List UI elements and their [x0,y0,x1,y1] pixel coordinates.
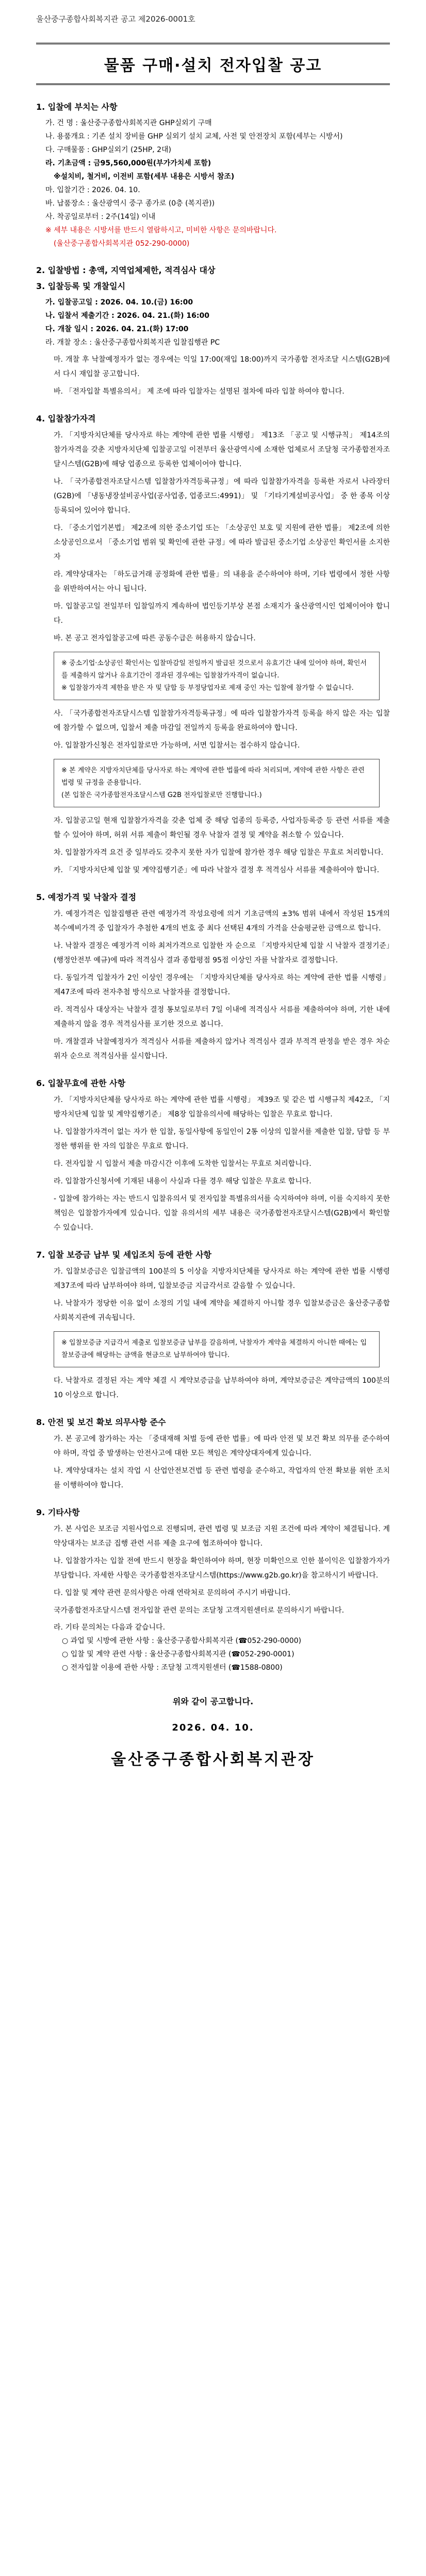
section-7 [36,1248,390,1402]
page-title: 물품 구매·설치 전자입찰 공고 [104,57,322,75]
s7-para: 가. 입찰보증금은 입찰금액의 100분의 5 이상을 지방자치단체를 당사자로 하는 계약에 관한 법률 시행령 제37조에 따라 납부하여야 하며, 입찰보증금 지급각서로 갈음할 수 있습니다. [54,1267,390,1290]
note-line: ※ 중소기업·소상공인 확인서는 입찰마감일 전일까지 발급된 것으로서 유효기간 내에 있어야 하며, 확인서를 제출하지 않거나 유효기간이 경과된 경우에는 입찰참가자격이 없습니다. [61,659,367,680]
s4-note-box [54,759,380,807]
s1-item: 바. 납품장소 : 울산광역시 중구 종가로 (0층 (복지관)) [45,199,215,208]
s1-item: 마. 입찰기간 : 2026. 04. 10. [45,186,140,194]
s8-para: 나. 계약상대자는 설치 작업 시 산업안전보건법 등 관련 법령을 준수하고, 작업자의 안전 확보를 위한 조치를 이행하여야 합니다. [54,1467,390,1489]
section-heading: 5. 예정가격 및 낙찰자 결정 [36,892,137,902]
s5-para: 가. 예정가격은 입찰집행관 관련 예정가격 작성요령에 의거 기초금액의 ±3% 범위 내에서 작성된 15개의 복수예비가격 중 입찰자가 추첨한 4개의 번호 중 최다 선택된 4개의 가격을 산술평균한 금액으로 합니다. [54,910,390,933]
contact-line: ○ 과업 및 시방에 관한 사항 : 울산중구종합사회복지관 (☎052-290-0000) [62,1637,302,1645]
s2-item: 바. 「전자입찰 특별유의서」 제 조에 따라 입찰자는 설명된 절차에 따라 입찰 하여야 합니다. [54,387,345,396]
s4-para: 카. 「지방자치단체 입찰 및 계약집행기준」에 따라 낙찰자 결정 후 적격심사 서류를 제출하여야 합니다. [54,866,380,874]
title-box [36,43,390,85]
s1-item: 라. 기초금액 : 금95,560,000원(부가가치세 포함) [45,159,211,167]
section-9 [36,1506,390,1674]
note-line: (본 입찰은 국가종합전자조달시스템 G2B 전자입찰로만 진행합니다.) [61,791,262,799]
note-line: ※ 입찰보증금 지급각서 제출로 입찰보증금 납부를 갈음하며, 낙찰자가 계약을 체결하지 아니한 때에는 입찰보증금에 해당하는 금액을 현금으로 납부하여야 합니다. [61,1339,367,1359]
section-heading: 1. 입찰에 부치는 사항 [36,102,118,112]
s4-para: 다. 「중소기업기본법」 제2조에 의한 중소기업 또는 「소상공인 보호 및 지원에 관한 법률」 제2조에 의한 소상공인으로서 「중소기업 범위 및 확인에 관한 규정」에 따라 발급된 중소기업 소상공인 확인서를 소지한 자 [54,524,390,561]
s7-para: 나. 낙찰자가 정당한 이유 없이 소정의 기일 내에 계약을 체결하지 아니할 경우 입찰보증금은 울산중구종합사회복지관에 귀속됩니다. [54,1299,390,1322]
s9-note: 국가종합전자조달시스템 전자입찰 관련 문의는 조달청 고객지원센터로 문의하시기 바랍니다. [54,1606,345,1615]
s6-para: 라. 입찰참가신청서에 기재된 내용이 사실과 다를 경우 해당 입찰은 무효로 합니다. [54,1177,312,1185]
s4-para: 바. 본 공고 전자입찰공고에 따른 공동수급은 허용하지 않습니다. [54,634,256,642]
s4-para: 자. 입찰공고일 현재 입찰참가자격을 갖춘 업체 중 해당 업종의 등록증, 사업자등록증 등 관련 서류를 제출할 수 있어야 하며, 허위 서류 제출이 확인될 경우 낙찰자 결정 및 계약을 취소할 수 있습니다. [54,817,390,839]
s5-para: 다. 동일가격 입찰자가 2인 이상인 경우에는 「지방자치단체를 당사자로 하는 계약에 관한 법률 시행령」 제47조에 따라 전자추첨 방식으로 낙찰자를 결정합니다. [54,974,390,996]
section-heading: 4. 입찰참가자격 [36,414,96,423]
section-heading: 9. 기타사항 [36,1507,80,1517]
section-1 [36,100,390,250]
section-5 [36,891,390,1063]
section-heading: 7. 입찰 보증금 납부 및 세입조치 등에 관한 사항 [36,1250,211,1260]
s1-item: 사. 착공일로부터 : 2주(14일) 이내 [45,213,156,221]
s1-item: 다. 구매물품 : GHP실외기 (25HP, 2대) [45,146,172,154]
s2-item: 가. 입찰공고일 : 2026. 04. 10.(금) 16:00 [45,298,193,307]
s4-para: 마. 입찰공고일 전일부터 입찰일까지 계속하여 법인등기부상 본점 소재지가 울산광역시인 업체이어야 합니다. [54,602,390,625]
section-8 [36,1416,390,1493]
s2-item: 나. 입찰서 제출기간 : 2026. 04. 21.(화) 16:00 [45,312,209,320]
s4-note-box [54,652,380,700]
s6-para: 가. 「지방자치단체를 당사자로 하는 계약에 관한 법률 시행령」 제39조 및 같은 법 시행규칙 제42조, 「지방자치단체 입찰 및 계약집행기준」 제8장 입찰유의서에 해당하는 입찰은 무효로 합니다. [54,1096,390,1118]
section-heading: 3. 입찰등록 및 개찰일시 [36,281,126,291]
s4-para: 라. 계약상대자는 「하도급거래 공정화에 관한 법률」의 내용을 준수하여야 하며, 기타 법령에서 정한 사항을 위반하여서는 아니 됩니다. [54,570,390,593]
s5-para: 나. 낙찰자 결정은 예정가격 이하 최저가격으로 입찰한 자 순으로 「지방자치단체 입찰 시 낙찰자 결정기준」(행정안전부 예규)에 따라 적격심사 결과 종합평점 95점 이상인 자를 낙찰자로 결정합니다. [54,942,390,964]
s6-note: - 입찰에 참가하는 자는 반드시 입찰유의서 및 전자입찰 특별유의서를 숙지하여야 하며, 이를 숙지하지 못한 책임은 입찰참가자에게 있습니다. 입찰 유의서의 세부 내용은 국가종합전자조달시스템(G2B)에서 확인할 수 있습니다. [54,1195,390,1232]
s9-contacts-heading: 라. 기타 문의처는 다음과 같습니다. [54,1623,166,1632]
section-heading: 6. 입찰무효에 관한 사항 [36,1078,126,1088]
s7-para: 다. 낙찰자로 결정된 자는 계약 체결 시 계약보증금을 납부하여야 하며, 계약보증금은 계약금액의 100분의 10 이상으로 합니다. [54,1377,390,1399]
s8-para: 가. 본 공고에 참가하는 자는 「중대재해 처벌 등에 관한 법률」에 따라 안전 및 보건 확보 의무를 준수하여야 하며, 작업 중 발생하는 안전사고에 대한 모든 책임은 계약상대자에게 있습니다. [54,1435,390,1458]
organization-name: 울산중구종합사회복지관장 [111,1751,315,1769]
signature-block [36,1695,390,1769]
closing-text: 위와 같이 공고합니다. [172,1697,254,1706]
notice-date: 2026. 04. 10. [172,1722,254,1733]
s4-para: 아. 입찰참가신청은 전자입찰로만 가능하며, 서면 입찰서는 접수하지 않습니다. [54,741,300,750]
note-line: ※ 입찰참가자격 제한을 받은 자 및 담합 등 부정당업자로 제재 중인 자는 입찰에 참가할 수 없습니다. [61,684,354,692]
s2-item: 다. 개찰 일시 : 2026. 04. 21.(화) 17:00 [45,325,189,333]
s2-item: 라. 개찰 장소 : 울산중구종합사회복지관 입찰집행관 PC [45,338,220,347]
section-heading: 2. 입찰방법 : 총액, 지역업체제한, 적격심사 대상 [36,265,216,275]
contact-line: ○ 전자입찰 이용에 관한 사항 : 조달청 고객지원센터 (☎1588-0800) [62,1664,283,1672]
section-heading: 8. 안전 및 보건 확보 의무사항 준수 [36,1417,166,1427]
s2-item: 마. 개찰 후 낙찰예정자가 없는 경우에는 익일 17:00(재입 18:00)까지 국가종합 전자조달 시스템(G2B)에서 다시 재입찰 공고합니다. [54,355,390,378]
s1-item: 가. 건 명 : 울산중구종합사회복지관 GHP실외기 구매 [45,119,212,127]
s5-para: 마. 개찰결과 낙찰예정자가 적격심사 서류를 제출하지 않거나 적격심사 결과 부적격 판정을 받은 경우 차순위자 순으로 적격심사를 실시합니다. [54,1038,390,1060]
s1-note: (울산중구종합사회복지관 052-290-0000) [54,240,190,248]
section-2 [36,264,390,399]
s1-item: ※설치비, 철거비, 이전비 포함(세부 내용은 시방서 참조) [54,173,235,181]
s5-para: 라. 적격심사 대상자는 낙찰자 결정 통보일로부터 7일 이내에 적격심사 서류를 제출하여야 하며, 기한 내에 제출하지 않을 경우 적격심사를 포기한 것으로 봅니다. [54,1006,390,1028]
s4-para: 차. 입찰참가자격 요건 중 일부라도 갖추지 못한 자가 입찰에 참가한 경우 해당 입찰은 무효로 처리합니다. [54,849,384,857]
note-line: ※ 본 계약은 지방자치단체를 당사자로 하는 계약에 관한 법률에 따라 처리되며, 계약에 관한 사항은 관련 법령 및 규정을 준용합니다. [61,767,365,787]
s9-para: 다. 입찰 및 계약 관련 문의사항은 아래 연락처로 문의하여 주시기 바랍니다. [54,1589,291,1597]
s6-para: 나. 입찰참가자격이 없는 자가 한 입찰, 동일사항에 동일인이 2통 이상의 입찰서를 제출한 입찰, 담합 등 부정한 행위를 한 자의 입찰은 무효로 합니다. [54,1128,390,1150]
s4-para: 가. 「지방자치단체를 당사자로 하는 계약에 관한 법률 시행령」 제13조 「공고 및 시행규칙」 제14조의 참가자격을 갖춘 지방자치단체 입찰공고일 이전부터 울산광역시에 소재한 업체로서 조달청 국가종합전자조달시스템(G2B)에 해당 업종으로 등록한 업체이어야 합니다. [54,431,390,468]
s4-para: 나. 「국가종합전자조달시스템 입찰참가자격등록규정」에 따라 입찰참가자격을 등록한 자로서 나라장터(G2B)에 「냉동냉장설비공사업(공사업종, 업종코드:4991)」 및 「기타기계설비공사업」 중 한 종목 이상 등록되어 있어야 합니다. [54,478,390,515]
section-4 [36,412,390,877]
s9-para: 나. 입찰참가자는 입찰 전에 반드시 현장을 확인하여야 하며, 현장 미확인으로 인한 불이익은 입찰참가자가 부담합니다. 자세한 사항은 국가종합전자조달시스템(https://www.g2b.go.kr)을 참고하시기 바랍니다. [54,1557,390,1580]
s7-note-box [54,1331,380,1367]
s1-item: 나. 용품개요 : 기존 설치 장비를 GHP 실외기 설치 교체, 사전 및 안전장치 포함(세부는 시방서) [45,132,343,141]
s6-para: 다. 전자입찰 시 입찰서 제출 마감시간 이후에 도착한 입찰서는 무효로 처리합니다. [54,1160,312,1168]
s1-note: ※ 세부 내용은 시방서를 반드시 열람하시고, 미비한 사항은 문의바랍니다. [45,226,277,234]
doc-number: 울산중구종합사회복지관 공고 제2026-0001호 [36,14,195,24]
section-6 [36,1077,390,1235]
contact-line: ○ 입찰 및 계약 관련 사항 : 울산중구종합사회복지관 (☎052-290-0001) [62,1650,294,1658]
s9-para: 가. 본 사업은 보조금 지원사업으로 진행되며, 관련 법령 및 보조금 지원 조건에 따라 계약이 체결됩니다. 계약상대자는 보조금 집행 관련 서류 제출 요구에 협조하여야 합니다. [54,1525,390,1548]
s4-para: 사. 「국가종합전자조달시스템 입찰참가자격등록규정」에 따라 입찰참가자격 등록을 하지 않은 자는 입찰에 참가할 수 없으며, 입찰서 제출 마감일 전일까지 등록을 완료하여야 합니다. [54,709,390,732]
